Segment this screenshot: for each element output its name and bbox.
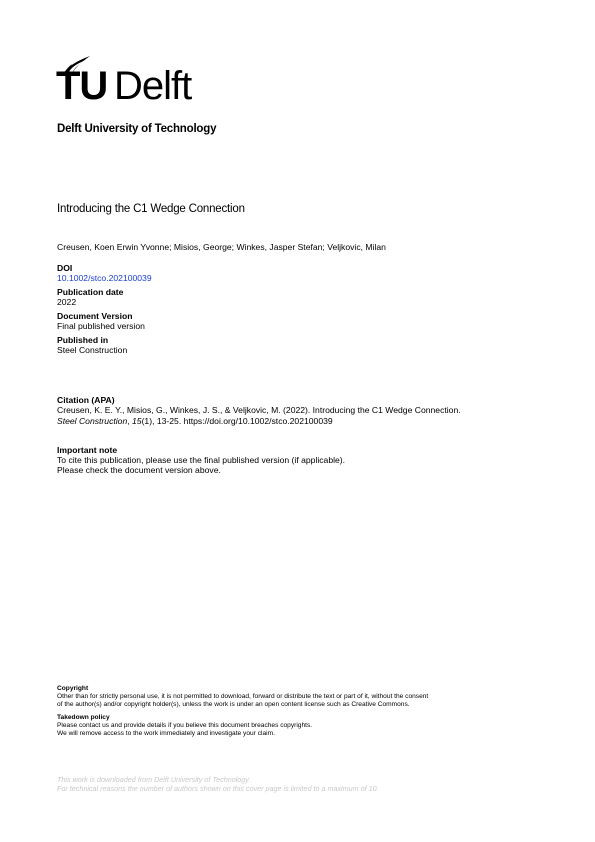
- document-title: Introducing the C1 Wedge Connection: [57, 203, 245, 215]
- citation-line1: Creusen, K. E. Y., Misios, G., Winkes, J. S., & Veljkovic, M. (2022). Introducing the C1 Wedge Connection.: [57, 405, 461, 415]
- logo-delft: Delft: [114, 64, 192, 108]
- citation-label: Citation (APA): [57, 395, 115, 405]
- important-note-line2: Please check the document version above.: [57, 465, 221, 475]
- copyright-line2: of the author(s) and/or copyright holder(s), unless the work is under an open content license such as Creative Commons.: [57, 701, 410, 708]
- important-note-label: Important note: [57, 445, 118, 455]
- tu-delft-logo: [56, 56, 198, 114]
- document-version-value: Final published version: [57, 321, 145, 331]
- published-in-label: Published in: [57, 335, 109, 345]
- footer-line1: This work is downloaded from Delft University of Technology.: [57, 775, 251, 784]
- doi-label: DOI: [57, 263, 73, 273]
- logo-tu: TU: [56, 64, 108, 108]
- citation-journal: Steel Construction: [57, 416, 128, 426]
- document-version-label: Document Version: [57, 311, 133, 321]
- citation-rest: (1), 13-25. https://doi.org/10.1002/stco.202100039: [141, 416, 333, 426]
- authors: Creusen, Koen Erwin Yvonne; Misios, George; Winkes, Jasper Stefan; Veljkovic, Milan: [57, 242, 386, 252]
- takedown-line1: Please contact us and provide details if you believe this document breaches copyrights.: [57, 722, 313, 729]
- takedown-label: Takedown policy: [57, 714, 110, 721]
- citation-volume: 15: [132, 416, 142, 426]
- copyright-line1: Other than for strictly personal use, it is not permitted to download, forward or distribute the text or part of it, without the consent: [57, 693, 429, 700]
- published-in-value: Steel Construction: [57, 345, 128, 355]
- footer-line2: For technical reasons the number of authors shown on this cover page is limited to a maximum of 10.: [57, 784, 379, 793]
- copyright-label: Copyright: [57, 685, 89, 692]
- publication-date-value: 2022: [57, 297, 77, 307]
- university-name: Delft University of Technology: [57, 123, 217, 135]
- doi-link[interactable]: 10.1002/stco.202100039: [57, 273, 152, 283]
- important-note-line1: To cite this publication, please use the final published version (if applicable).: [57, 455, 346, 465]
- citation-line2: Steel Construction, 15(1), 13-25. https://doi.org/10.1002/stco.202100039: [57, 416, 333, 426]
- takedown-line2: We will remove access to the work immediately and investigate your claim.: [57, 730, 275, 737]
- publication-date-label: Publication date: [57, 287, 124, 297]
